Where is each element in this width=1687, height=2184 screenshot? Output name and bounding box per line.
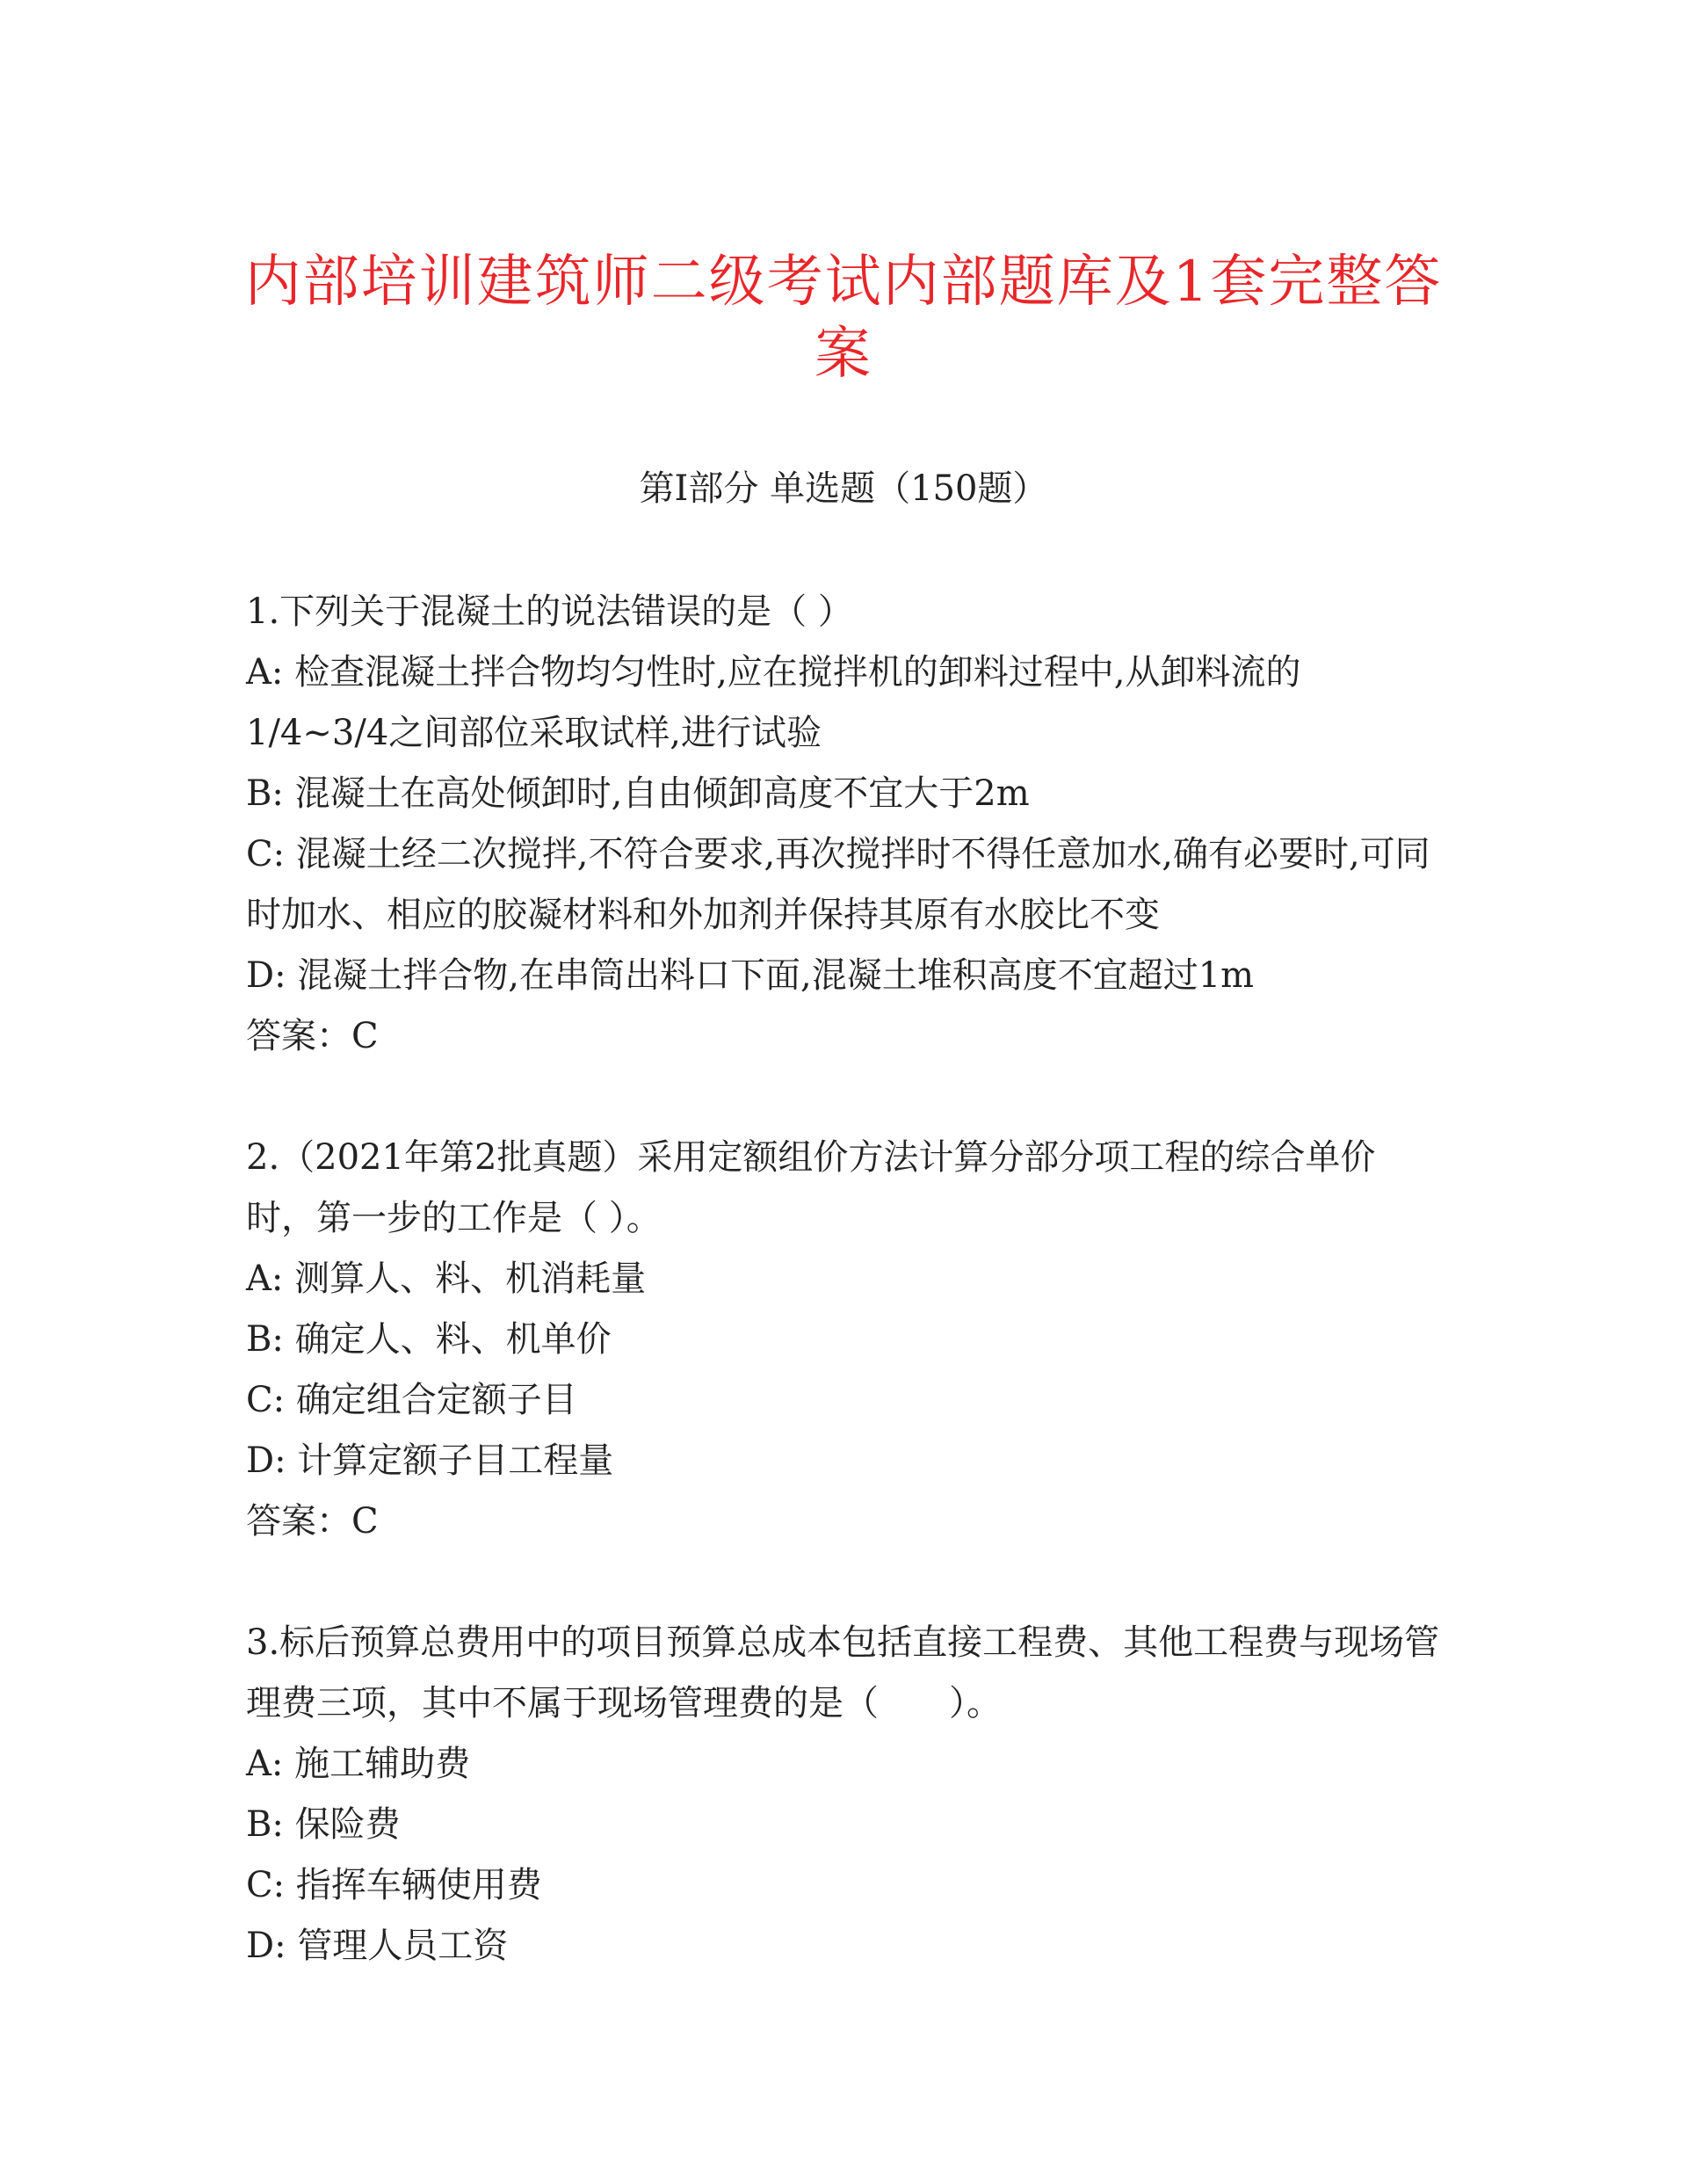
answer: 答案：C [246,1501,379,1542]
question-1 [246,582,1441,1067]
question-3 [246,1613,1441,1977]
option-c: C: 指挥车辆使用费 [246,1865,542,1905]
question-list [246,582,1441,2037]
question-stem: 2.（2021年第2批真题）采用定额组价方法计算分部分项工程的综合单价时，第一步的工作是（ ）。 [246,1137,1376,1238]
option-a: A: 测算人、料、机消耗量 [246,1259,647,1299]
option-d: D: 计算定额子目工程量 [246,1440,614,1481]
option-c: C: 确定组合定额子目 [246,1380,577,1420]
option-b: B: 保险费 [246,1804,401,1845]
section-heading: 第I部分 单选题（150题） [639,468,1048,509]
option-b: B: 确定人、料、机单价 [246,1319,612,1360]
question-stem: 3.标后预算总费用中的项目预算总成本包括直接工程费、其他工程费与现场管理费三项，其中不属于现场管理费的是（ ）。 [246,1622,1440,1723]
option-d: D: 混凝土拌合物,在串筒出料口下面,混凝土堆积高度不宜超过1m [246,955,1255,996]
option-a: A: 检查混凝土拌合物均匀性时,应在搅拌机的卸料过程中,从卸料流的1/4~3/4之间部位采取试样,进行试验 [246,652,1301,753]
document-title: 内部培训建筑师二级考试内部题库及1套完整答案 [244,250,1443,387]
option-c: C: 混凝土经二次搅拌,不符合要求,再次搅拌时不得任意加水,确有必要时,可同时加水、相应的胶凝材料和外加剂并保持其原有水胶比不变 [246,834,1430,935]
question-stem: 1.下列关于混凝土的说法错误的是（ ） [246,591,853,632]
option-a: A: 施工辅助费 [246,1744,471,1784]
option-b: B: 混凝土在高处倾卸时,自由倾卸高度不宜大于2m [246,773,1030,814]
question-2 [246,1128,1441,1552]
answer: 答案：C [246,1016,379,1056]
option-d: D: 管理人员工资 [246,1926,509,1966]
